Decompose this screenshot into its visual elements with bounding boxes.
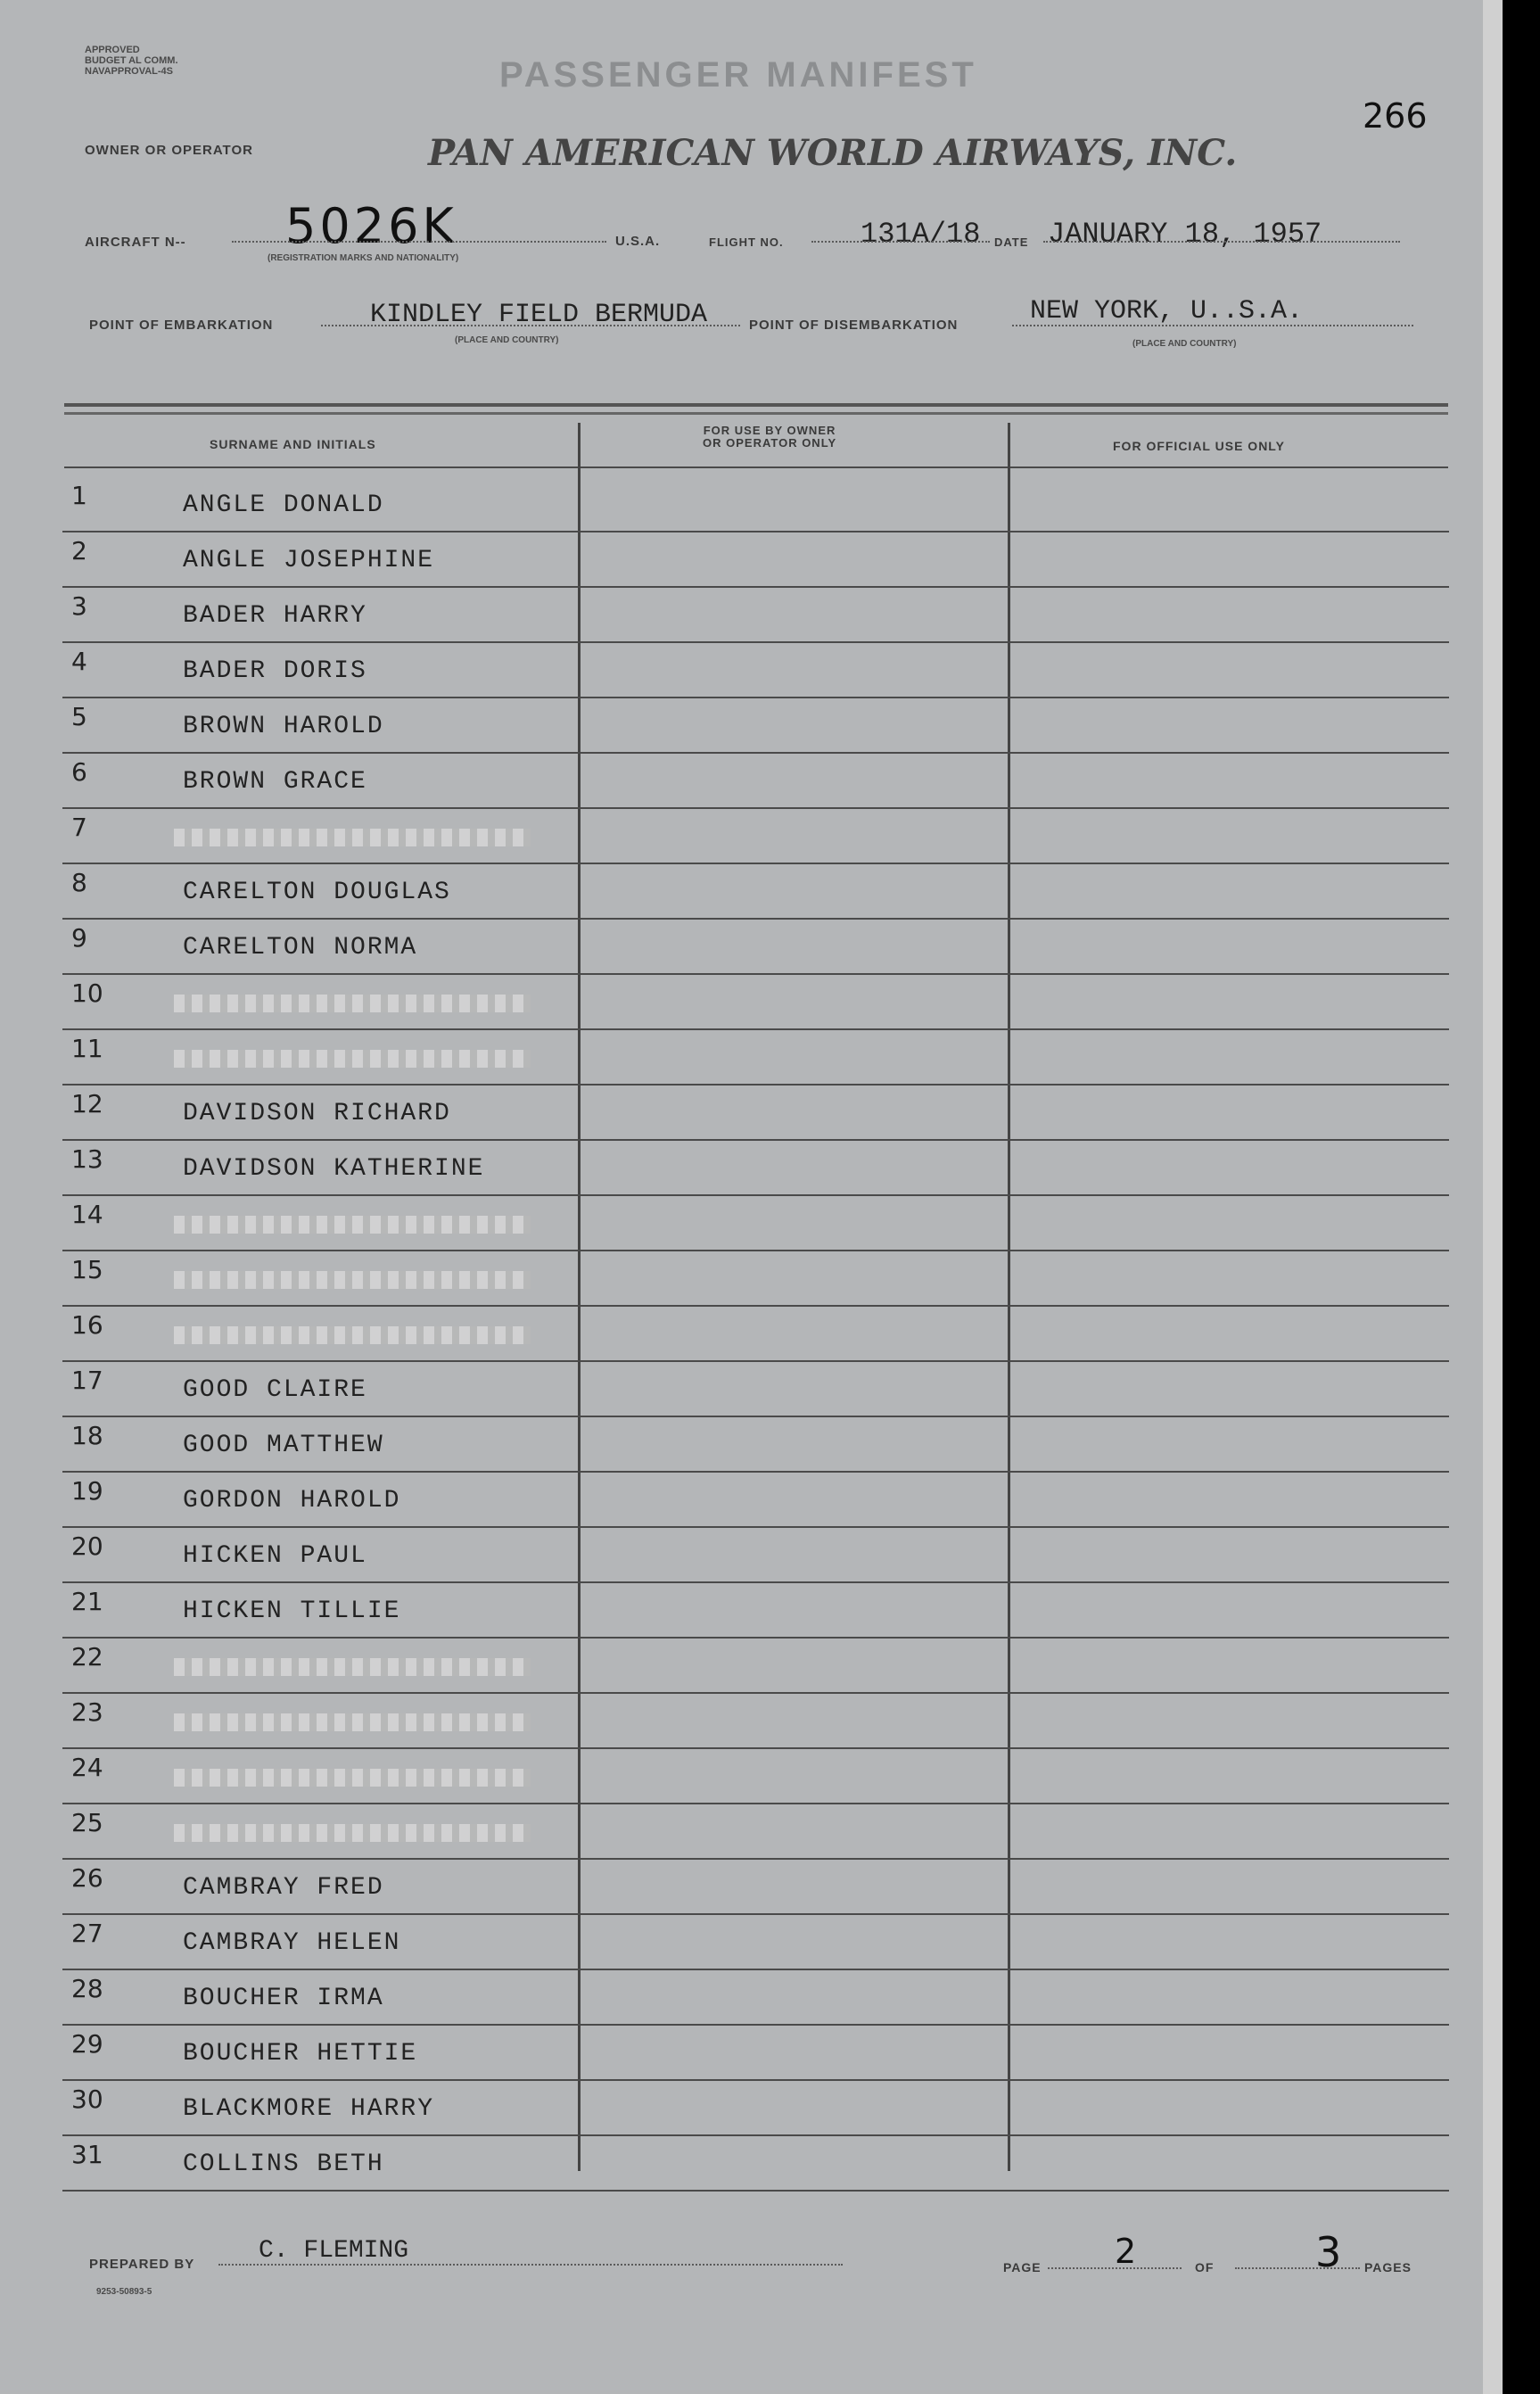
row-number: 28 xyxy=(71,1974,103,2003)
stamped-page-number: 266 xyxy=(1363,96,1428,136)
passenger-name: HICKEN TILLIE xyxy=(183,1597,401,1625)
approval-note: APPROVED BUDGET AL COMM. NAVAPPROVAL-4S xyxy=(85,45,178,77)
of-label: OF xyxy=(1195,2260,1215,2274)
passenger-name: BROWN HAROLD xyxy=(183,713,384,740)
row-number: 22 xyxy=(71,1642,103,1672)
table-row xyxy=(62,1583,1449,1639)
passenger-name: CARELTON DOUGLAS xyxy=(183,879,451,906)
aircraft-rule xyxy=(232,241,606,243)
row-number: 8 xyxy=(71,868,87,897)
embarkation-rule xyxy=(321,325,740,326)
redacted-entry xyxy=(174,1713,531,1731)
table-row xyxy=(62,1141,1449,1196)
scan-edge xyxy=(1483,0,1503,2394)
prepared-label: PREPARED BY xyxy=(89,2257,195,2272)
table-row xyxy=(62,698,1449,754)
date-rule xyxy=(1043,241,1400,243)
passenger-name: BOUCHER IRMA xyxy=(183,1985,384,2012)
passenger-name: BROWN GRACE xyxy=(183,768,367,796)
row-number: 20 xyxy=(71,1531,103,1561)
row-rule xyxy=(62,2190,1449,2192)
passenger-name: GOOD CLAIRE xyxy=(183,1376,367,1404)
table-row xyxy=(62,643,1449,698)
redacted-entry xyxy=(174,1326,531,1344)
usa-label: U.S.A. xyxy=(615,234,661,249)
passenger-name: CAMBRAY FRED xyxy=(183,1874,384,1902)
of-value: 3 xyxy=(1315,2228,1342,2276)
row-number: 25 xyxy=(71,1808,103,1837)
aircraft-registration: 5026K xyxy=(285,198,457,254)
row-number: 27 xyxy=(71,1919,103,1948)
table-row xyxy=(62,1307,1449,1362)
table-row xyxy=(62,588,1449,643)
row-number: 1 xyxy=(71,481,87,510)
disembarkation-value: NEW YORK, U..S.A. xyxy=(1030,296,1304,326)
passenger-name: HICKEN PAUL xyxy=(183,1542,367,1570)
passenger-name: BADER HARRY xyxy=(183,602,367,630)
disembarkation-rule xyxy=(1012,325,1413,326)
row-number: 12 xyxy=(71,1089,103,1119)
row-number: 4 xyxy=(71,647,87,676)
passenger-name: CARELTON NORMA xyxy=(183,934,418,962)
table-row xyxy=(62,809,1449,864)
row-number: 9 xyxy=(71,923,87,953)
table-row xyxy=(62,532,1449,588)
pages-label: PAGES xyxy=(1364,2260,1412,2274)
table-row xyxy=(62,2136,1449,2192)
redacted-entry xyxy=(174,829,531,846)
owner-label: OWNER OR OPERATOR xyxy=(85,143,253,158)
row-number: 3 xyxy=(71,591,87,621)
table-row xyxy=(62,1251,1449,1307)
row-number: 30 xyxy=(71,2084,103,2114)
passenger-name: CAMBRAY HELEN xyxy=(183,1929,401,1957)
passenger-name: BOUCHER HETTIE xyxy=(183,2040,418,2068)
redacted-entry xyxy=(174,1050,531,1068)
passenger-name: DAVIDSON RICHARD xyxy=(183,1100,451,1127)
aircraft-label: AIRCRAFT N-- xyxy=(85,235,186,250)
row-number: 10 xyxy=(71,978,103,1008)
flight-rule xyxy=(811,241,990,243)
passenger-name: GOOD MATTHEW xyxy=(183,1432,384,1459)
table-row xyxy=(62,1362,1449,1417)
row-number: 13 xyxy=(71,1144,103,1174)
page-rule xyxy=(1048,2267,1182,2269)
row-number: 23 xyxy=(71,1697,103,1727)
redacted-entry xyxy=(174,1216,531,1234)
table-row xyxy=(62,1030,1449,1086)
row-number: 11 xyxy=(71,1034,103,1063)
flight-label: FLIGHT NO. xyxy=(709,235,784,249)
owner-value: PAN AMERICAN WORLD AIRWAYS, INC. xyxy=(428,132,1238,174)
table-row xyxy=(62,1086,1449,1141)
table-top-rule xyxy=(64,403,1448,407)
col-operator-header: FOR USE BY OWNER OR OPERATOR ONLY xyxy=(703,424,837,450)
passenger-name: BLACKMORE HARRY xyxy=(183,2095,435,2123)
row-number: 5 xyxy=(71,702,87,731)
col-surname-header: SURNAME AND INITIALS xyxy=(210,437,376,451)
row-number: 21 xyxy=(71,1587,103,1616)
row-number: 6 xyxy=(71,757,87,787)
table-row xyxy=(62,1473,1449,1528)
disembarkation-label: POINT OF DISEMBARKATION xyxy=(749,318,959,333)
table-row xyxy=(62,1860,1449,1915)
table-header-rule xyxy=(64,466,1448,468)
col-official-header: FOR OFFICIAL USE ONLY xyxy=(1113,439,1285,453)
form-number: 9253-50893-5 xyxy=(96,2287,152,2297)
table-row xyxy=(62,1196,1449,1251)
passenger-name: BADER DORIS xyxy=(183,657,367,685)
passenger-name: GORDON HAROLD xyxy=(183,1487,401,1515)
table-top-rule-2 xyxy=(64,412,1448,415)
date-label: DATE xyxy=(994,235,1029,249)
table-row xyxy=(62,1694,1449,1749)
flight-number: 131A/18 xyxy=(861,218,981,251)
row-number: 29 xyxy=(71,2029,103,2059)
table-row xyxy=(62,975,1449,1030)
prepared-value: C. FLEMING xyxy=(259,2237,409,2265)
redacted-entry xyxy=(174,1658,531,1676)
embarkation-value: KINDLEY FIELD BERMUDA xyxy=(370,300,708,330)
table-row xyxy=(62,2026,1449,2081)
redacted-entry xyxy=(174,995,531,1012)
embarkation-note: (PLACE AND COUNTRY) xyxy=(455,335,559,345)
table-row xyxy=(62,1970,1449,2026)
redacted-entry xyxy=(174,1769,531,1787)
passenger-name: DAVIDSON KATHERINE xyxy=(183,1155,485,1183)
disembarkation-note: (PLACE AND COUNTRY) xyxy=(1132,339,1237,349)
row-number: 17 xyxy=(71,1366,103,1395)
table-row xyxy=(62,477,1449,532)
table-row xyxy=(62,1804,1449,1860)
row-number: 31 xyxy=(71,2140,103,2169)
page-value: 2 xyxy=(1115,2232,1137,2271)
flight-date: JANUARY 18, 1957 xyxy=(1048,218,1322,251)
passenger-name: ANGLE JOSEPHINE xyxy=(183,547,435,574)
row-number: 2 xyxy=(71,536,87,565)
table-row xyxy=(62,920,1449,975)
row-number: 19 xyxy=(71,1476,103,1506)
table-row xyxy=(62,754,1449,809)
table-row xyxy=(62,1639,1449,1694)
table-row xyxy=(62,1417,1449,1473)
registration-note: (REGISTRATION MARKS AND NATIONALITY) xyxy=(268,253,459,263)
prepared-rule xyxy=(218,2264,843,2266)
redacted-entry xyxy=(174,1824,531,1842)
table-row xyxy=(62,1749,1449,1804)
row-number: 15 xyxy=(71,1255,103,1284)
row-number: 24 xyxy=(71,1753,103,1782)
table-row xyxy=(62,1528,1449,1583)
embarkation-label: POINT OF EMBARKATION xyxy=(89,318,274,333)
passenger-name: ANGLE DONALD xyxy=(183,491,384,519)
redacted-entry xyxy=(174,1271,531,1289)
of-rule xyxy=(1235,2267,1360,2269)
passenger-name: COLLINS BETH xyxy=(183,2150,384,2178)
table-row xyxy=(62,2081,1449,2136)
row-number: 16 xyxy=(71,1310,103,1340)
row-number: 18 xyxy=(71,1421,103,1450)
row-number: 7 xyxy=(71,813,87,842)
row-number: 26 xyxy=(71,1863,103,1893)
table-row xyxy=(62,1915,1449,1970)
form-title: PASSENGER MANIFEST xyxy=(499,55,977,95)
table-row xyxy=(62,864,1449,920)
page-label: PAGE xyxy=(1003,2260,1042,2274)
row-number: 14 xyxy=(71,1200,103,1229)
